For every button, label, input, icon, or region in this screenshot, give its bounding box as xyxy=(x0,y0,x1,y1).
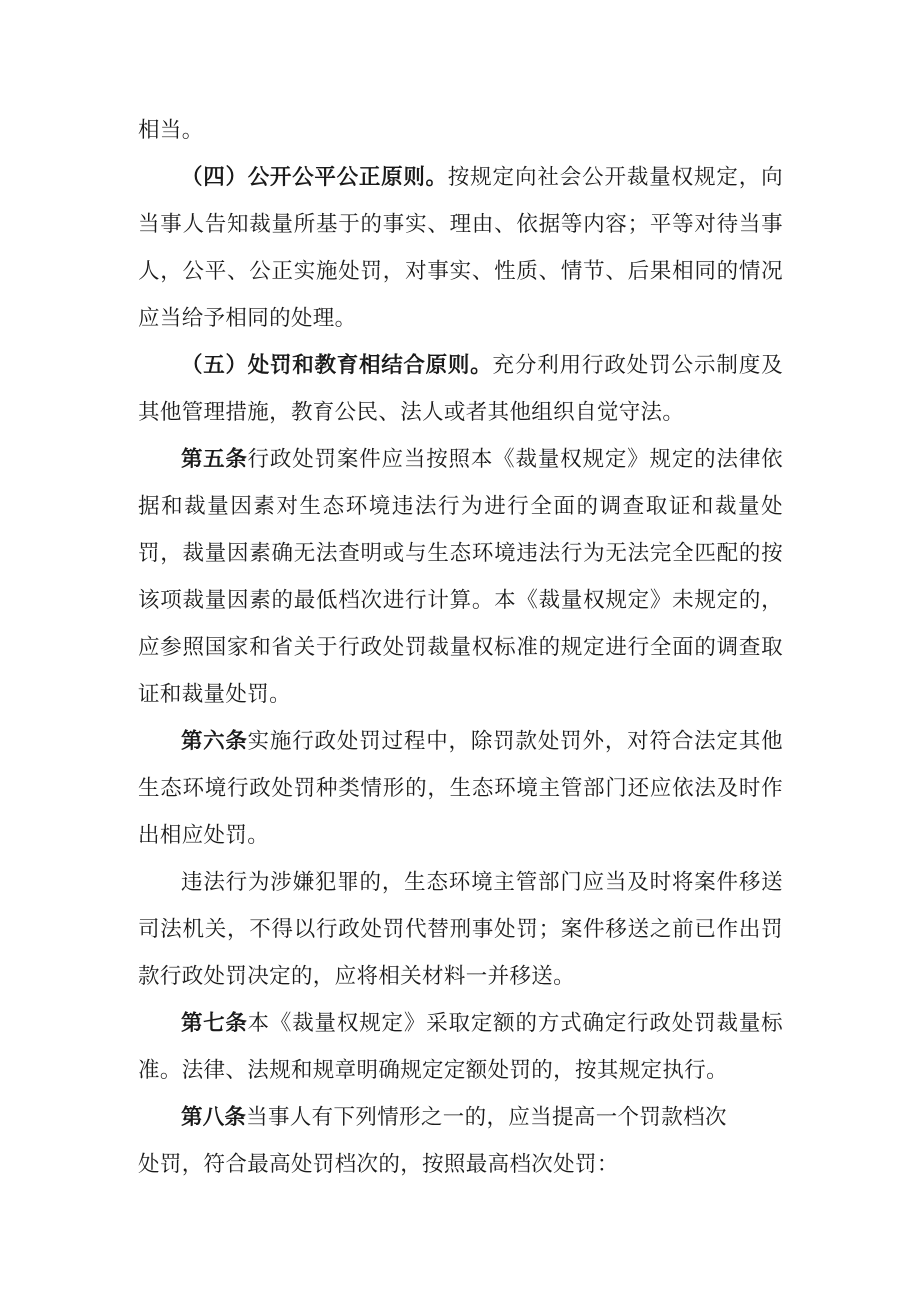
paragraph-principle-5 xyxy=(138,342,783,436)
paragraph-text: 行政处罚案件应当按照本《裁量权规定》规定的法律依据和裁量因素对生态环境违法行为进行全面的调查取证和裁量处罚，裁量因素确无法查明或与生态环境违法行为无法完全匹配的按该项裁量因素的最低档次进行计算。本《裁量权规定》未规定的，应参照国家和省关于行政处罚裁量权标准的规定进行全面的调查取证和裁量处罚。 xyxy=(138,447,783,707)
paragraph-article-8 xyxy=(138,1094,783,1141)
paragraph-text: 相当。 xyxy=(138,118,204,143)
paragraph-text: 实施行政处罚过程中，除罚款处罚外，对符合法定其他生态环境行政处罚种类情形的，生态环境主管部门还应依法及时作出相应处罚。 xyxy=(138,729,783,848)
principle-heading: （五）处罚和教育相结合原则。 xyxy=(181,353,493,378)
principle-heading: （四）公开公平公正原则。 xyxy=(181,165,448,190)
paragraph-article-5 xyxy=(138,436,783,718)
paragraph-article-8-cont xyxy=(138,1141,783,1188)
document-body xyxy=(138,107,783,1188)
paragraph-text: 违法行为涉嫌犯罪的，生态环境主管部门应当及时将案件移送司法机关，不得以行政处罚代替刑事处罚；案件移送之前已作出罚款行政处罚决定的，应将相关材料一并移送。 xyxy=(138,870,783,989)
article-heading: 第八条 xyxy=(181,1105,247,1130)
article-heading: 第六条 xyxy=(181,729,248,754)
paragraph-article-6-cont xyxy=(138,859,783,1000)
paragraph-article-6 xyxy=(138,718,783,859)
paragraph-article-7 xyxy=(138,1000,783,1094)
paragraph-text: 处罚，符合最高处罚档次的，按照最高档次处罚： xyxy=(138,1152,619,1177)
paragraph-text: 本《裁量权规定》采取定额的方式确定行政处罚裁量标准。法律、法规和规章明确规定定额处罚的，按其规定执行。 xyxy=(138,1011,783,1083)
paragraph-text: 按规定向社会公开裁量权规定，向当事人告知裁量所基于的事实、理由、依据等内容；平等对待当事人，公平、公正实施处罚，对事实、性质、情节、后果相同的情况应当给予相同的处理。 xyxy=(138,165,783,331)
paragraph-text: 当事人有下列情形之一的，应当提高一个罚款档次 xyxy=(246,1105,727,1130)
article-heading: 第七条 xyxy=(181,1011,248,1036)
paragraph-text: 充分利用行政处罚公示制度及其他管理措施，教育公民、法人或者其他组织自觉守法。 xyxy=(138,353,783,425)
paragraph-continuation xyxy=(138,107,783,154)
paragraph-principle-4 xyxy=(138,154,783,342)
article-heading: 第五条 xyxy=(181,447,248,472)
